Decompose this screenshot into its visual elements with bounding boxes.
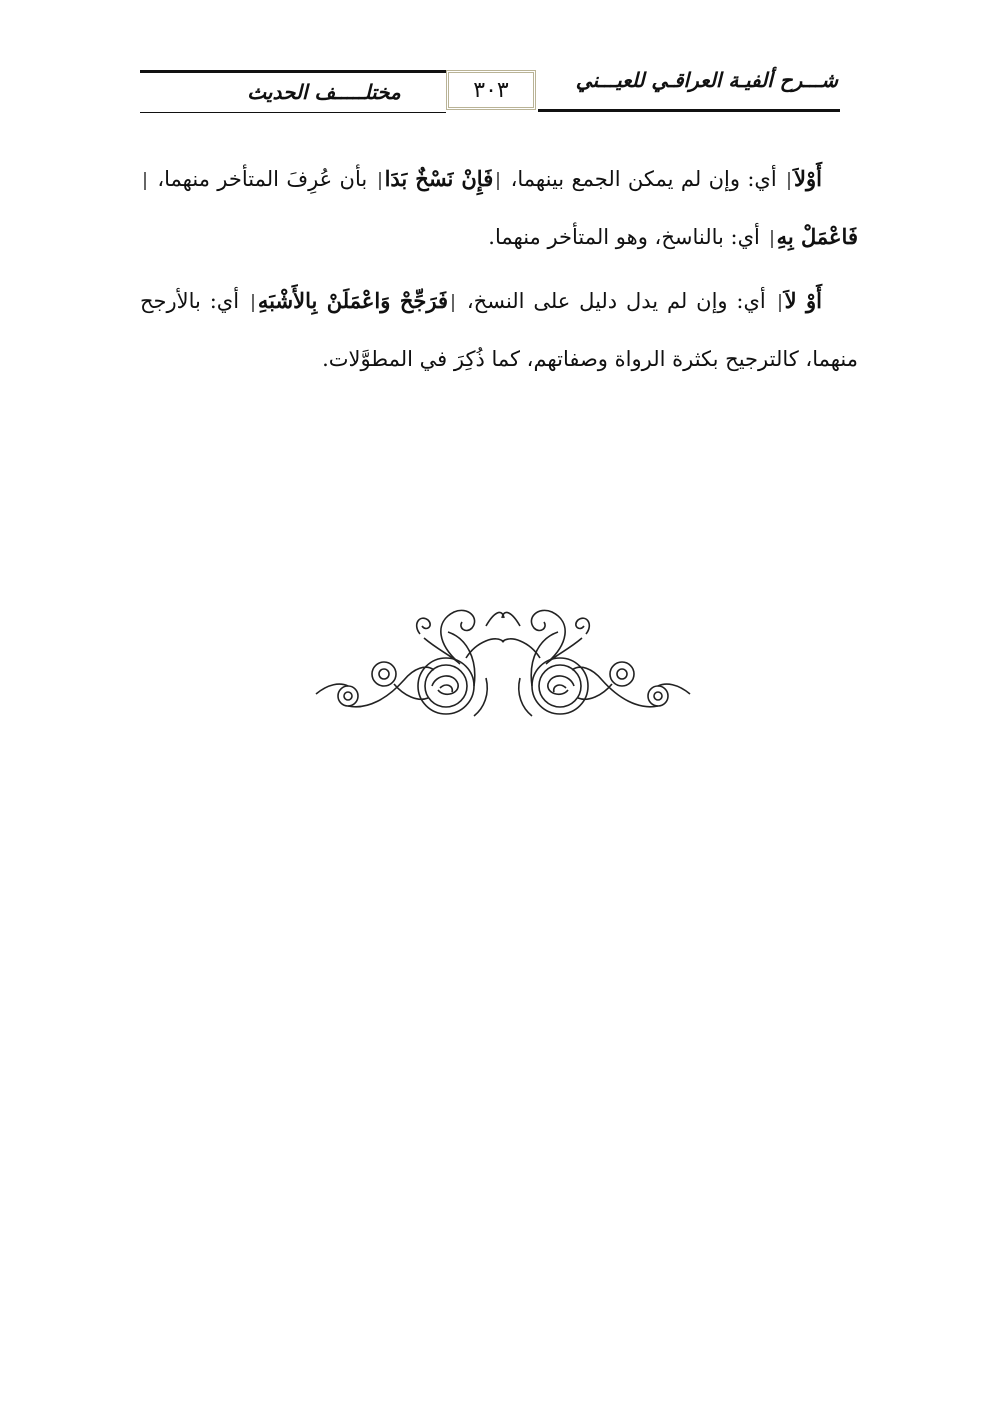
commentary-text: بأن عُرِفَ المتأخر منهما، [157, 167, 368, 191]
verse-quote: فَإِنْ نَسْخٌ بَدَا [384, 166, 494, 191]
quote-mark [452, 294, 454, 312]
commentary-text: أي: وإن لم يدل دليل على النسخ، [466, 289, 766, 313]
verse-quote: أَوْلاَ [794, 166, 822, 191]
quote-mark [779, 294, 781, 312]
quote-mark [252, 294, 254, 312]
paragraph-1 [140, 150, 858, 266]
commentary-text: أي: وإن لم يمكن الجمع بينهما، [510, 167, 777, 191]
quote-mark [379, 172, 381, 190]
verse-quote: فَرَجِّحْ وَاعْمَلَنْ بِالأَشْبَهِ [257, 288, 449, 313]
body-text [140, 150, 858, 394]
quote-mark [144, 172, 146, 190]
page-header [140, 66, 840, 116]
commentary-text: أي: بالناسخ، وهو المتأخر منهما. [488, 225, 760, 249]
quote-mark [771, 230, 773, 248]
chapter-title: مختلـــــف الحديث [247, 80, 401, 104]
verse-quote: أَوْ لاَ [784, 288, 822, 313]
header-rule-top [140, 70, 446, 73]
decorative-ornament [308, 598, 698, 724]
commentary-text: أي: بالأرجح منهما، كالترجيح بكثرة الرواة وصفاتهم، كما ذُكِرَ في المطوَّلات. [140, 289, 858, 371]
quote-mark [497, 172, 499, 190]
ornament-left-half [316, 610, 504, 716]
quote-mark [788, 172, 790, 190]
header-rule-bottom-right [538, 109, 840, 112]
verse-quote: فَاعْمَلْ بِهِ [776, 224, 858, 249]
ornament-right-half [502, 610, 690, 716]
paragraph-2 [140, 272, 858, 388]
book-title: شـــرح ألفيـة العراقـي للعيـــني [575, 68, 838, 92]
page-number: ٣٠٣ [446, 70, 536, 110]
header-rule-bottom-left [140, 112, 446, 113]
